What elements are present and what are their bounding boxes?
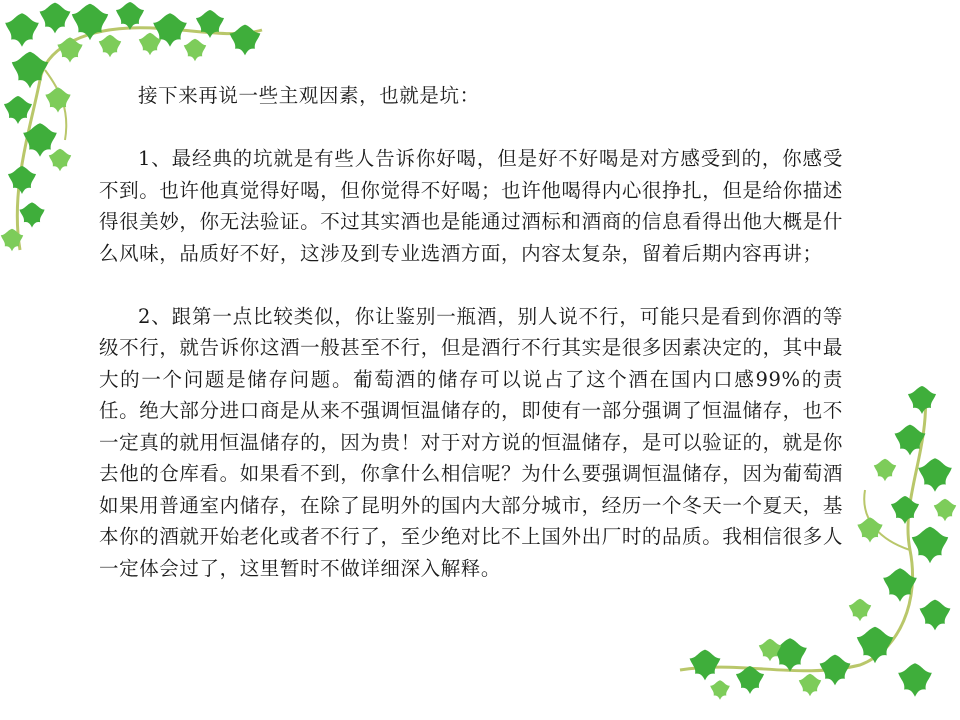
intro-line: 接下来再说一些主观因素，也就是坑：	[138, 84, 480, 107]
point-one-paragraph: 1、最经典的坑就是有些人告诉你好喝，但是好不好喝是对方感受到的，你感受不到。也许他真觉得好喝，但你觉得不好喝；也许他喝得内心很挣扎，但是给你描述得很美妙，你无法验证。不过其实酒也是能通过酒标和酒商的信息看得出他大概是什么风味，品质好不好，这涉及到专业选酒方面，内容太复杂，留着后期内容再讲；	[99, 147, 843, 265]
article-body	[99, 80, 843, 584]
point-two-paragraph: 2、跟第一点比较类似，你让鉴别一瓶酒，别人说不行，可能只是看到你酒的等级不行，就告诉你这酒一般甚至不行，但是酒行不行其实是很多因素决定的，其中最大的一个问题是储存问题。葡萄酒的储存可以说占了这个酒在国内口感99%的责任。绝大部分进口商是从来不强调恒温储存的，即使有一部分强调了恒温储存，也不一定真的就用恒温储存的，因为贵！对于对方说的恒温储存，是可以验证的，就是你去他的仓库看。如果看不到，你拿什么相信呢？为什么要强调恒温储存，因为葡萄酒如果用普通室内储存，在除了昆明外的国内大部分城市，经历一个冬天一个夏天，基本你的酒就开始老化或者不行了，至少绝对比不上国外出厂时的品质。我相信很多人一定体会过了，这里暂时不做详细深入解释。	[99, 304, 843, 580]
